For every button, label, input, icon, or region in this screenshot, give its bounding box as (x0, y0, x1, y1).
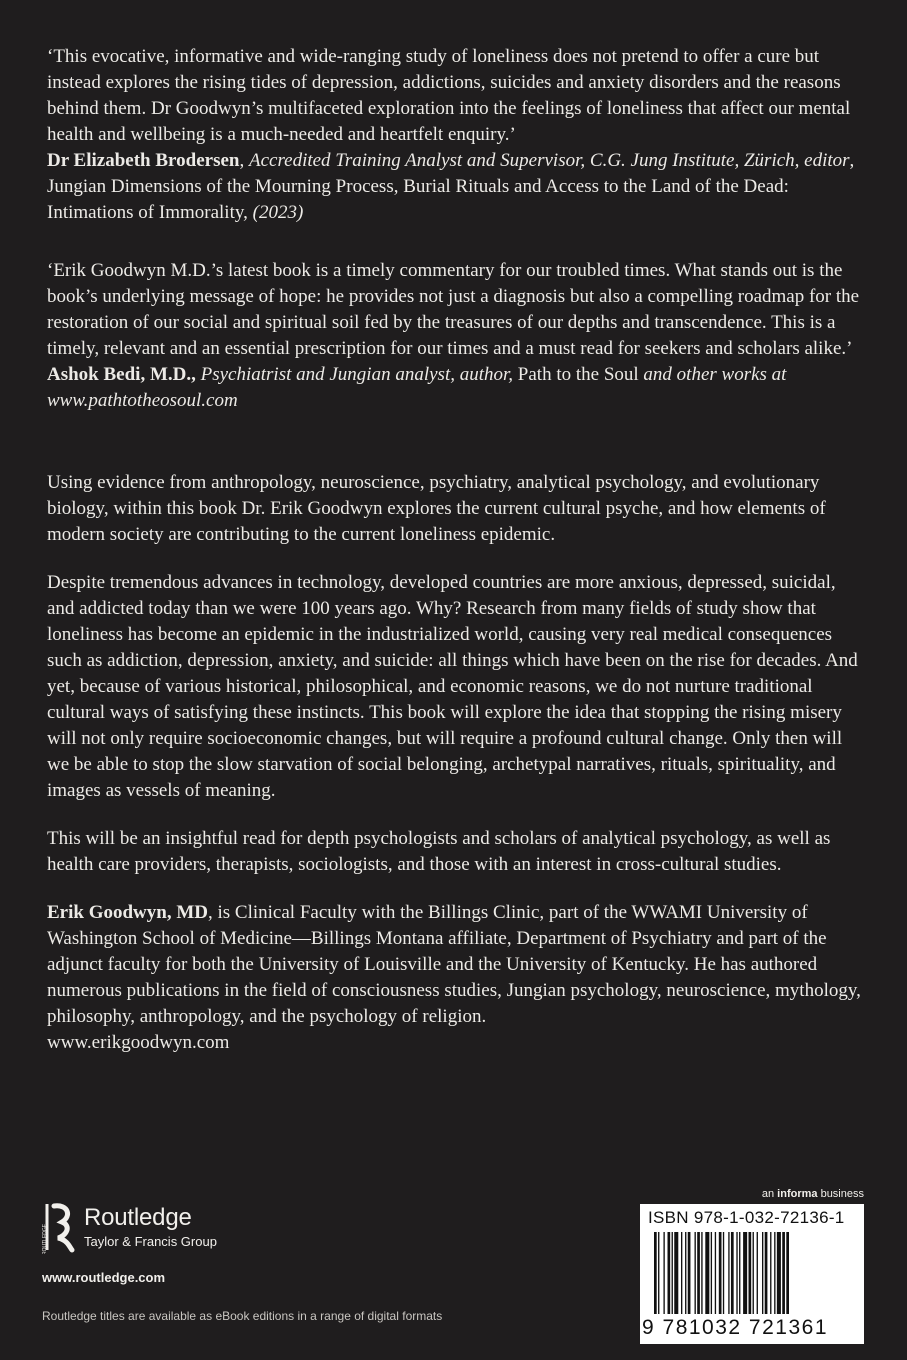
endorser-role: Psychiatrist and Jungian analyst, author, (200, 364, 514, 385)
barcode-bar (762, 1232, 763, 1314)
description-paragraph-3: This will be an insightful read for depth psychologists and scholars of analytical psychology, as well as health care providers, therapists, sociologists, and those with an interest in cross-cultural studies. (47, 828, 831, 875)
endorser-role: Accredited Training Analyst and Supervisor, C.G. Jung Institute, Zürich, editor (248, 150, 850, 171)
endorsement-quote: ‘This evocative, informative and wide-ranging study of loneliness does not pretend to offer a cure but instead explores the rising tides of depression, addictions, suicides and anxiety disorders and the reasons behind them. Dr Goodwyn’s multifaceted exploration into the feelings of loneliness that affect our mental health and wellbeing is a much-needed and heartfelt enquiry.’ (47, 46, 851, 145)
barcode-bar (728, 1232, 729, 1314)
endorser-work: Jungian Dimensions of the Mourning Process, Burial Rituals and Access to the Land of the Dead: Intimations of Immorality, (47, 176, 789, 223)
barcode-bar (757, 1232, 758, 1314)
barcode-bar (685, 1232, 686, 1314)
barcode-bar (739, 1232, 740, 1314)
endorsement-quote: ‘Erik Goodwyn M.D.’s latest book is a timely commentary for our troubled times. What stands out is the book’s underlying message of hope: he provides not just a diagnosis but also a compelling roadmap for the restoration of our social and spiritual soil fed by the treasures of our depths and transcendence. This is a timely, relevant and an essential prescription for our times and a must read for seekers and scholars alike.’ (47, 260, 860, 359)
barcode-bar (672, 1232, 673, 1314)
author-bio-text: , is Clinical Faculty with the Billings Clinic, part of the WWAMI University of Washington School of Medicine—Billings Montana affiliate, Department of Psychiatry and part of the adjunct faculty for both the University of Louisville and the University of Kentucky. He has authored numerous publications in the field of consciousness studies, Jungian psychology, neuroscience, mythology, philosophy, anthropology, and the psychology of religion. (47, 902, 861, 1027)
barcode-bar (695, 1232, 696, 1314)
separator: , (849, 150, 855, 171)
barcode-bar (749, 1232, 752, 1314)
informa-prefix: an (761, 1188, 778, 1200)
barcode-bar (782, 1232, 785, 1314)
endorser-year: and other works at www.pathtotheosoul.com (47, 364, 787, 411)
publisher-logo (42, 1200, 522, 1254)
barcode-bar (701, 1232, 702, 1314)
barcode-bar (736, 1232, 737, 1314)
endorsement-attribution (47, 148, 867, 226)
isbn-label: ISBN 978-1-032-72136-1 (648, 1208, 845, 1227)
barcode-bar (715, 1232, 716, 1314)
barcode-bar (786, 1232, 789, 1314)
barcode-bar (723, 1232, 724, 1314)
barcode-bar (654, 1232, 657, 1314)
description-paragraph-1: Using evidence from anthropology, neuroscience, psychiatry, analytical psychology, and evolutionary biology, within this book Dr. Erik Goodwyn explores the current cultural psyche, and how elements of modern society are contributing to the current loneliness epidemic. (47, 472, 826, 545)
separator: , (239, 150, 249, 171)
barcode-bar (668, 1232, 671, 1314)
endorser-year: (2023) (252, 202, 304, 223)
isbn-barcode (640, 1204, 864, 1344)
barcode-digits: 9 781032 721361 (642, 1316, 828, 1339)
endorser-work: Path to the Soul (517, 364, 639, 385)
endorser-name: Dr Elizabeth Brodersen (47, 150, 240, 171)
publisher-website: www.routledge.com (42, 1270, 166, 1285)
barcode-bar (688, 1232, 691, 1314)
barcode-bar (705, 1232, 709, 1314)
publisher-name (84, 1204, 217, 1250)
barcode-bar (719, 1232, 722, 1314)
ebook-note: Routledge titles are available as eBook editions in a range of digital formats (42, 1309, 443, 1323)
barcode-bar (765, 1232, 768, 1314)
publisher-group: Taylor & Francis Group (84, 1234, 217, 1249)
barcode-bar (770, 1232, 771, 1314)
logo-vertical-text: ROUTLEDGE (42, 1223, 48, 1254)
barcode-bar (774, 1232, 775, 1314)
endorsement-1 (47, 44, 867, 226)
publisher-block (42, 1200, 522, 1323)
barcode-bar (777, 1232, 781, 1314)
spacer (47, 440, 867, 470)
barcode-bar (753, 1232, 754, 1314)
barcode-bar (711, 1232, 712, 1314)
barcode-bar (697, 1232, 700, 1314)
author-website: www.erikgoodwyn.com (47, 1032, 230, 1053)
informa-label (640, 1188, 864, 1200)
barcode-bar (743, 1232, 747, 1314)
publisher-brand: Routledge (84, 1204, 192, 1231)
back-cover-text (47, 44, 867, 1056)
barcode-bars (654, 1232, 854, 1314)
endorsement-2 (47, 258, 867, 414)
author-name: Erik Goodwyn, MD (47, 902, 208, 923)
author-bio (47, 900, 867, 1030)
informa-brand: informa (777, 1188, 818, 1200)
endorser-name: Ashok Bedi, M.D., (47, 364, 196, 385)
barcode-bar (674, 1232, 678, 1314)
barcode-area (640, 1188, 864, 1344)
endorsement-attribution (47, 362, 867, 414)
barcode-bar (658, 1232, 659, 1314)
barcode-bar (731, 1232, 734, 1314)
informa-suffix: business (817, 1188, 864, 1200)
barcode-bar (663, 1232, 664, 1314)
routledge-logo-icon (42, 1200, 78, 1254)
barcode-bar (681, 1232, 682, 1314)
description-paragraph-2: Despite tremendous advances in technology, developed countries are more anxious, depressed, suicidal, and addicted today than we were 100 years ago. Why? Research from many fields of study show that loneliness has become an epidemic in the industrialized world, causing very real medical consequences such as addiction, depression, anxiety, and suicide: all things which have been on the rise for decades. And yet, because of various historical, philosophical, and economic reasons, we do not nurture traditional cultural ways of satisfying these instincts. This book will explore the idea that stopping the rising misery will not only require socioeconomic changes, but will require a profound cultural change. Only then will we be able to stop the slow starvation of social belonging, archetypal narratives, rituals, spirituality, and images as vessels of meaning. (47, 572, 858, 801)
